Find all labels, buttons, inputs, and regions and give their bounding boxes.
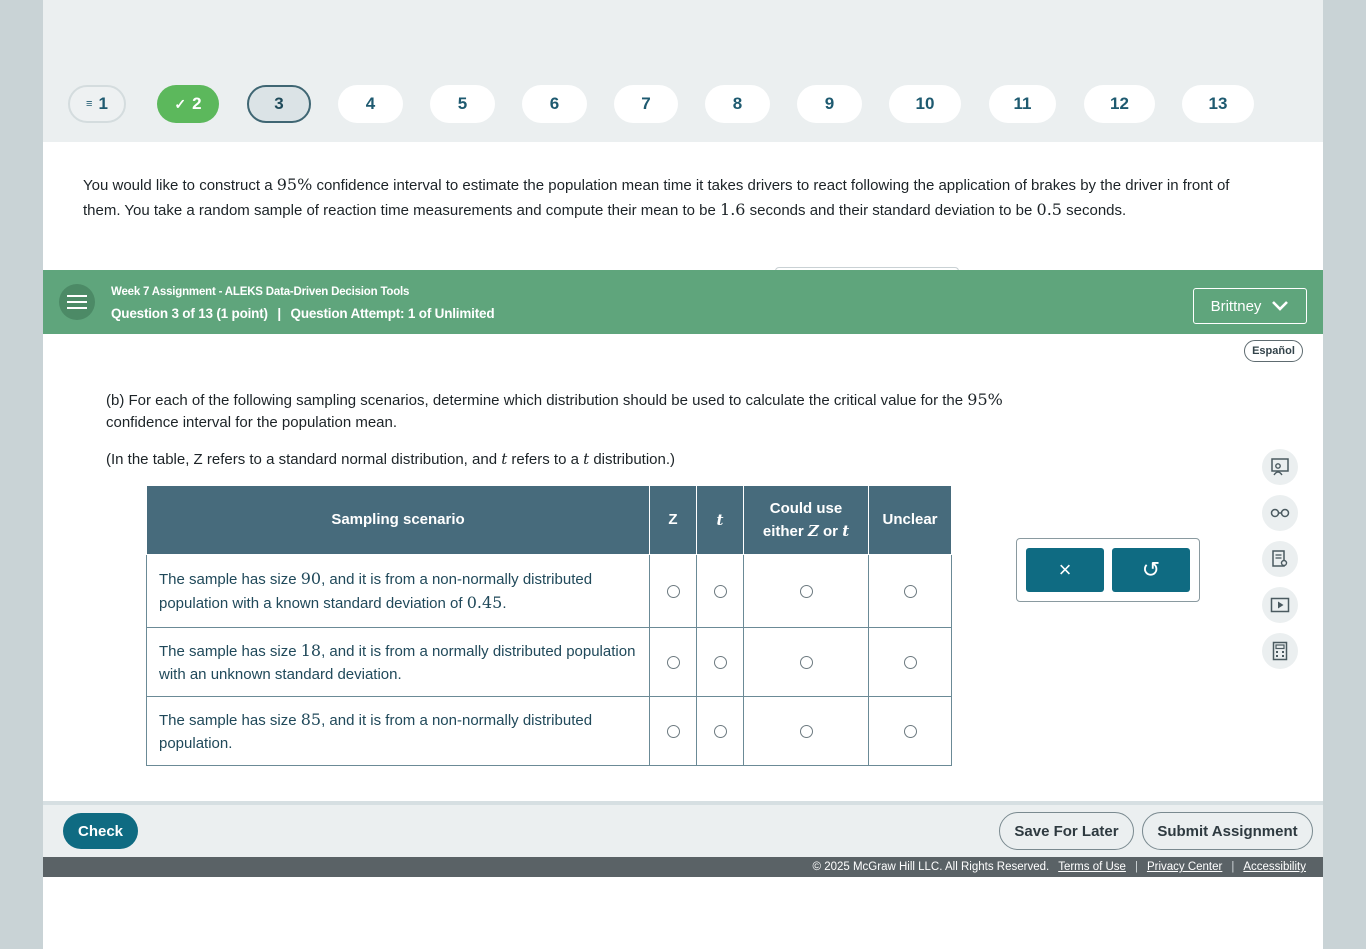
radio-row2-z[interactable] [667, 656, 680, 669]
list-icon: ≡ [86, 98, 93, 110]
question-9-button[interactable]: 9 [797, 85, 862, 123]
header-either: Could use either Z or t [744, 486, 869, 555]
question-prompt: (b) For each of the following sampling scenarios, determine which distribution should be used to calculate the critical value for the 95% confidence interval for the population mean. [106, 390, 1003, 431]
question-4-button[interactable]: 4 [338, 85, 403, 123]
undo-icon: ↺ [1141, 557, 1161, 582]
answer-tools-panel [1016, 538, 1200, 602]
scenario-description: The sample has size 90, and it is from a non-normally distributed population with a known standard deviation of 0.45. [147, 555, 650, 628]
question-3-button[interactable]: 3 [247, 85, 311, 123]
assignment-title: Week 7 Assignment - ALEKS Data-Driven Decision Tools [111, 286, 410, 298]
radio-row3-unclear[interactable] [904, 725, 917, 738]
radio-row1-unclear[interactable] [904, 585, 917, 598]
problem-intro: You would like to construct a 95% confidence interval to estimate the population mean time it takes drivers to react following the application of brakes by the driver in front of them. You take a random sample of reaction time measurements and compute their mean to be 1.6 seconds and their standard deviation to be 0.5 seconds. [83, 175, 1230, 219]
clear-button[interactable] [1026, 548, 1104, 592]
radio-row2-either[interactable] [800, 656, 813, 669]
check-icon: ✓ [174, 95, 187, 112]
scenario-description: The sample has size 85, and it is from a non-normally distributed population. [147, 697, 650, 766]
radio-row2-unclear[interactable] [904, 656, 917, 669]
radio-row3-either[interactable] [800, 725, 813, 738]
side-tool-document[interactable] [1262, 541, 1298, 577]
question-8-button[interactable]: 8 [705, 85, 770, 123]
terms-link[interactable]: Terms of Use [1058, 861, 1126, 873]
table-row [147, 697, 952, 766]
radio-row2-t[interactable] [714, 656, 727, 669]
radio-row1-z[interactable] [667, 585, 680, 598]
submit-assignment-button[interactable]: Submit Assignment [1142, 812, 1313, 850]
calculator-icon [1272, 641, 1288, 661]
question-nav [43, 0, 1323, 142]
question-6-button[interactable]: 6 [522, 85, 587, 123]
scenario-table [146, 485, 952, 766]
radio-row1-t[interactable] [714, 585, 727, 598]
question-5-button[interactable]: 5 [430, 85, 495, 123]
side-tool-reader[interactable] [1262, 449, 1298, 485]
table-note: (In the table, Z refers to a standard normal distribution, and t refers to a t distribution.) [106, 450, 676, 468]
hamburger-icon [67, 295, 87, 297]
question-2-button[interactable]: ✓ 2 [157, 85, 219, 123]
side-tool-video[interactable] [1262, 587, 1298, 623]
menu-button[interactable] [59, 284, 95, 320]
page-frame [43, 0, 1323, 949]
header-unclear: Unclear [869, 486, 952, 555]
chevron-down-icon [1271, 300, 1289, 312]
question-11-button[interactable]: 11 [989, 85, 1056, 123]
radio-row3-z[interactable] [667, 725, 680, 738]
user-menu-button[interactable]: Brittney [1193, 288, 1307, 324]
radio-row3-t[interactable] [714, 725, 727, 738]
person-board-icon [1270, 457, 1290, 477]
save-for-later-button[interactable]: Save For Later [999, 812, 1134, 850]
copyright-text: © 2025 McGraw Hill LLC. All Rights Reserved. [812, 861, 1050, 873]
footer-actions [43, 801, 1323, 857]
question-7-button[interactable]: 7 [614, 85, 678, 123]
question-10-button[interactable]: 10 [889, 85, 961, 123]
table-row [147, 555, 952, 628]
side-tool-calculator[interactable] [1262, 633, 1298, 669]
privacy-link[interactable]: Privacy Center [1146, 861, 1223, 873]
glasses-icon [1270, 507, 1290, 519]
question-12-button[interactable]: 12 [1084, 85, 1155, 123]
header-t: t [697, 486, 744, 555]
question-1-button[interactable]: ≡ 1 [68, 85, 126, 123]
assignment-header [43, 270, 1323, 334]
scenario-description: The sample has size 18, and it is from a normally distributed population with an unknown standard deviation. [147, 628, 650, 697]
radio-row1-either[interactable] [800, 585, 813, 598]
header-scenario: Sampling scenario [147, 486, 650, 555]
table-row [147, 628, 952, 697]
spanish-toggle[interactable]: Español [1244, 340, 1303, 362]
question-info: Question 3 of 13 (1 point) | Question Attempt: 1 of Unlimited [111, 306, 495, 321]
side-tool-glasses[interactable] [1262, 495, 1298, 531]
header-z: Z [650, 486, 697, 555]
document-search-icon [1271, 549, 1289, 569]
accessibility-link[interactable]: Accessibility [1243, 861, 1306, 873]
check-button[interactable]: Check [63, 813, 138, 849]
undo-button[interactable] [1112, 548, 1190, 592]
video-play-icon [1270, 597, 1290, 613]
question-13-button[interactable]: 13 [1182, 85, 1254, 123]
copyright-bar: © 2025 McGraw Hill LLC. All Rights Reserved. Terms of Use | Privacy Center | Accessibility [43, 857, 1323, 877]
close-icon: × [1058, 557, 1072, 582]
